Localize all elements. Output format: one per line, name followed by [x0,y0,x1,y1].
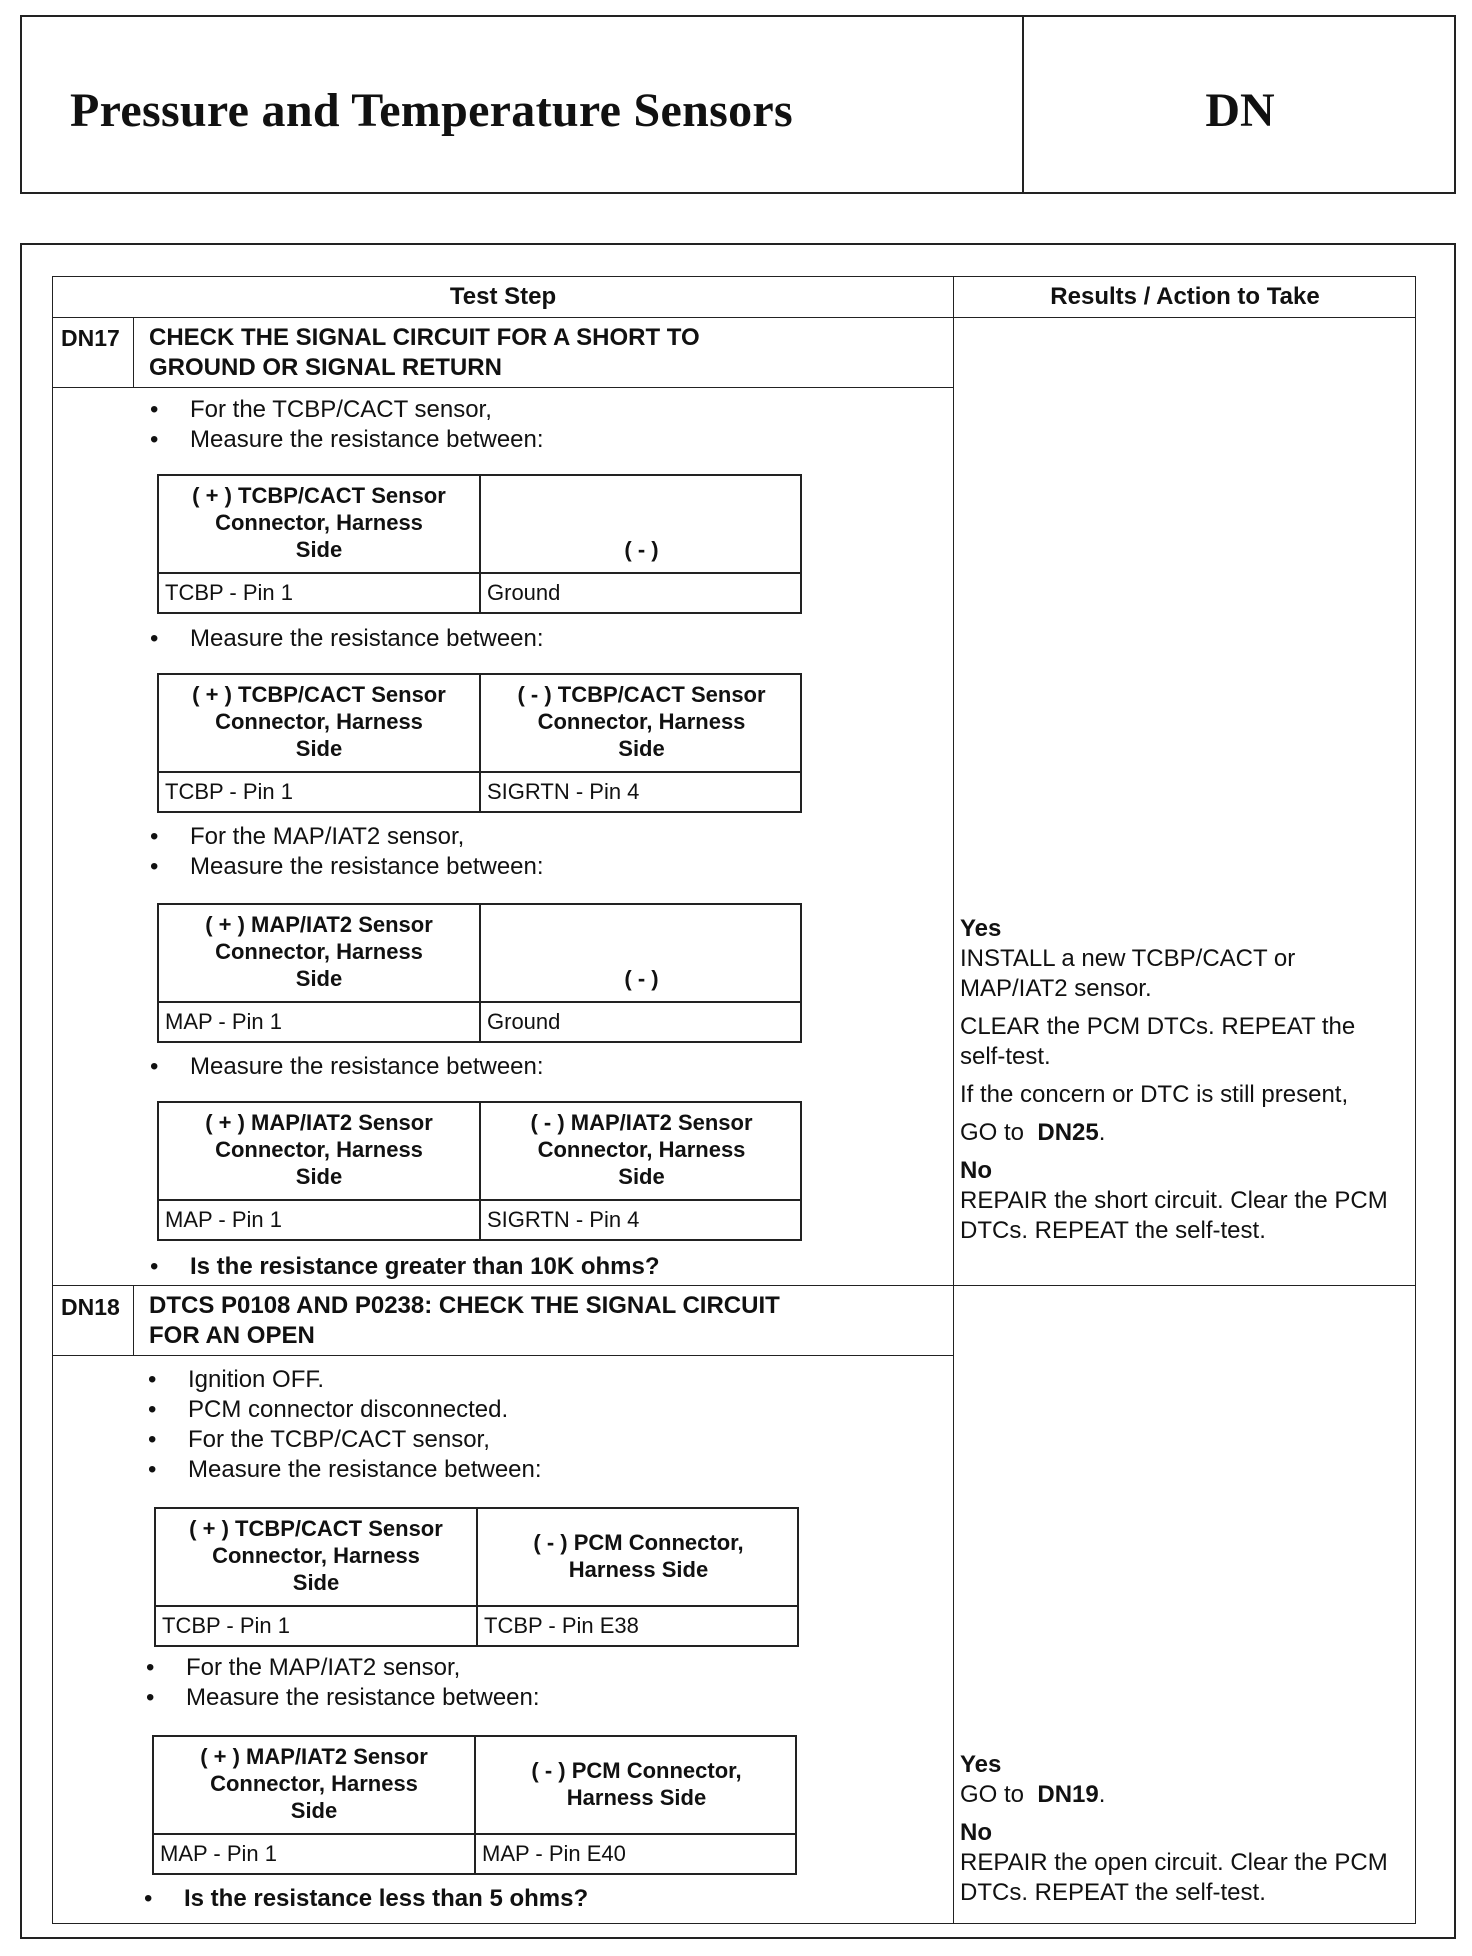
step-title-line: DTCS P0108 AND P0238: CHECK THE SIGNAL CIRCUIT [149,1292,780,1319]
measurement-cell: TCBP - Pin 1 [165,580,293,605]
measurement-table [157,903,802,1043]
measurement-cell: Ground [487,580,561,605]
measurement-header-positive: ( + ) TCBP/CACT Sensor Connector, Harness Side [189,1516,443,1595]
step-title-line: CHECK THE SIGNAL CIRCUIT FOR A SHORT TO [149,324,700,351]
measurement-header-positive: ( + ) MAP/IAT2 Sensor Connector, Harness Side [200,1744,428,1823]
measurement-table [157,474,802,614]
measurement-cell: SIGRTN - Pin 4 [487,779,640,804]
step-title-rule [53,1355,953,1356]
measurement-cell: MAP - Pin 1 [165,1009,282,1034]
step-id-divider [133,317,134,387]
measurement-table [157,1101,802,1241]
step-title [149,1291,780,1351]
goto-step-link: DN25 [1037,1119,1099,1146]
measurement-header-negative: ( - ) PCM Connector, Harness Side [533,1530,744,1582]
no-label: No [960,1157,992,1184]
no-label: No [960,1819,992,1846]
yes-label: Yes [960,915,1002,942]
measurement-header-negative: ( - ) [624,966,659,991]
column-divider [953,277,954,1923]
section-code: DN [1205,84,1275,137]
goto-line: GO to DN25. [960,1119,1106,1146]
step-id-divider [133,1285,134,1355]
page-header [20,15,1456,194]
page-title: Pressure and Temperature Sensors [70,84,793,137]
step-id: DN17 [61,325,120,351]
measurement-table [152,1735,797,1875]
result-text: REPAIR the open circuit. Clear the PCM DTCs. REPEAT the self-test. [960,1849,1388,1906]
row-divider [53,1285,1415,1286]
result-text: INSTALL a new TCBP/CACT or MAP/IAT2 sensor. [960,945,1296,1002]
step-title [149,323,700,383]
step-title-rule [53,387,953,388]
header-rule [53,317,1415,318]
result-text: CLEAR the PCM DTCs. REPEAT the self-test. [960,1013,1356,1070]
measurement-cell: MAP - Pin 1 [165,1207,282,1232]
measurement-cell: MAP - Pin E40 [482,1841,626,1866]
result-text: REPAIR the short circuit. Clear the PCM DTCs. REPEAT the self-test. [960,1187,1388,1244]
measurement-cell: Ground [487,1009,561,1034]
measurement-table [157,673,802,813]
measurement-cell: TCBP - Pin E38 [484,1613,639,1638]
measurement-header-negative: ( - ) [624,537,659,562]
measurement-header-positive: ( + ) MAP/IAT2 Sensor Connector, Harness Side [205,1110,433,1189]
result-text: If the concern or DTC is still present, [960,1081,1349,1108]
goto-line: GO to DN19. [960,1781,1106,1808]
measurement-header-negative: ( - ) MAP/IAT2 Sensor Connector, Harness Side [530,1110,753,1189]
goto-step-link: DN19 [1037,1781,1099,1808]
step-id: DN18 [61,1294,120,1320]
measurement-header-positive: ( + ) TCBP/CACT Sensor Connector, Harness Side [192,483,446,562]
measurement-header-negative: ( - ) TCBP/CACT Sensor Connector, Harness Side [517,682,766,761]
result-block [960,1750,1400,1908]
column-header-results: Results / Action to Take [1050,283,1320,310]
yes-label: Yes [960,1751,1002,1778]
measurement-cell: TCBP - Pin 1 [162,1613,290,1638]
measurement-table [154,1507,799,1647]
measurement-cell: TCBP - Pin 1 [165,779,293,804]
measurement-header-positive: ( + ) TCBP/CACT Sensor Connector, Harness Side [192,682,446,761]
measurement-cell: SIGRTN - Pin 4 [487,1207,640,1232]
step-title-line: GROUND OR SIGNAL RETURN [149,354,502,381]
measurement-header-negative: ( - ) PCM Connector, Harness Side [531,1758,742,1810]
measurement-header-positive: ( + ) MAP/IAT2 Sensor Connector, Harness Side [205,912,433,991]
measurement-cell: MAP - Pin 1 [160,1841,277,1866]
result-block [960,914,1400,1246]
step-title-line: FOR AN OPEN [149,1322,315,1349]
column-header-test-step: Test Step [449,283,557,310]
